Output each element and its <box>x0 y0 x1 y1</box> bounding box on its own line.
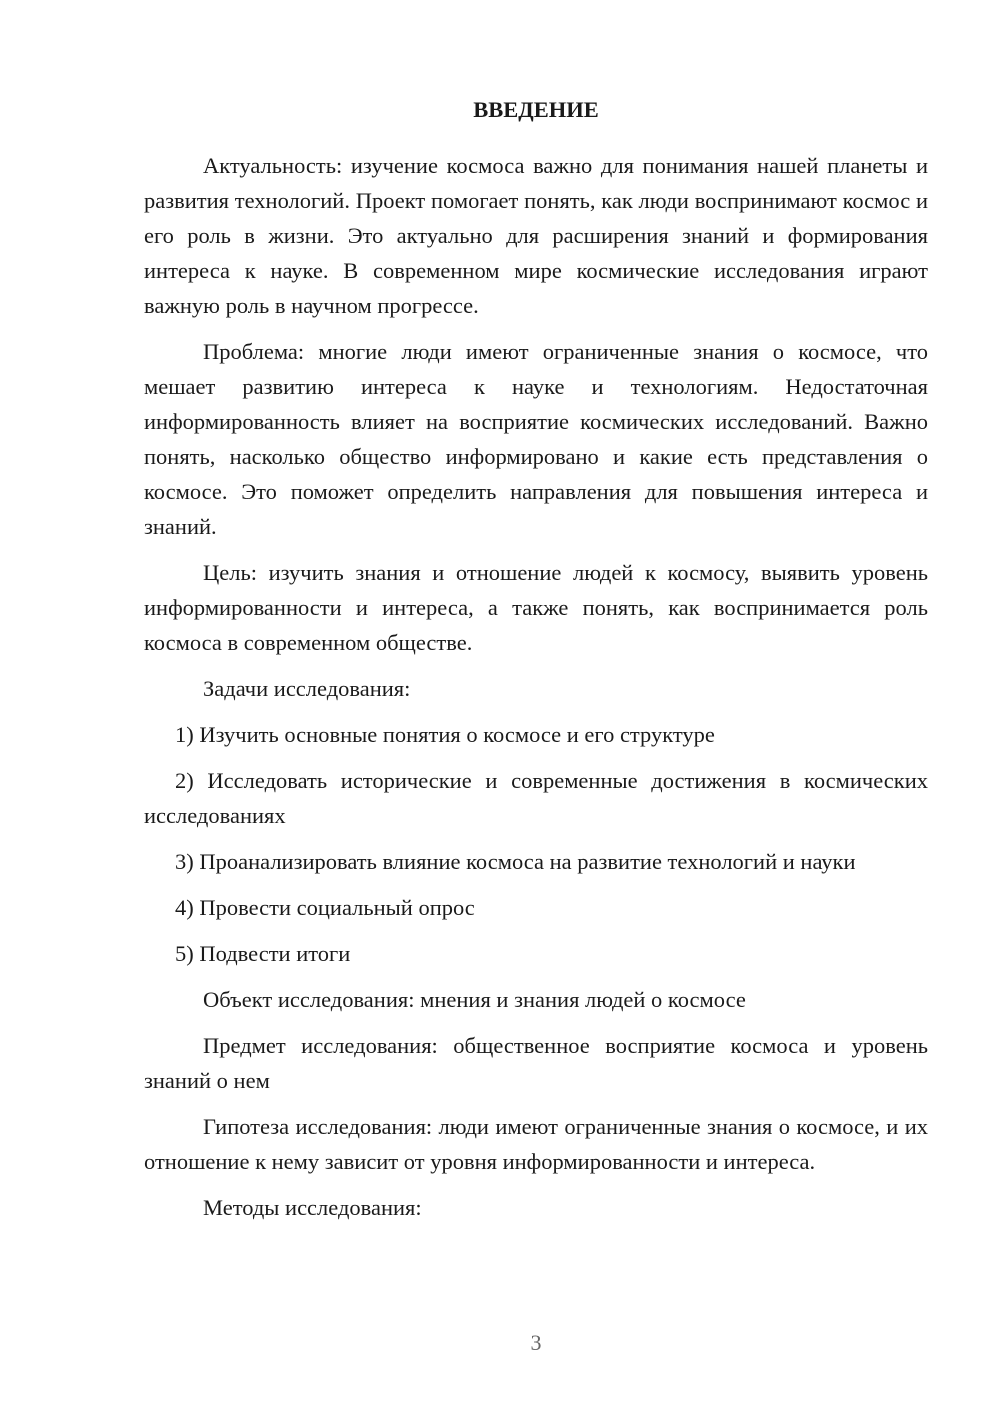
task-item-4: 4) Провести социальный опрос <box>175 895 475 920</box>
page-number: 3 <box>530 1330 542 1355</box>
task-item-2: 2) Исследовать исторические и современные достижения в космических исследованиях <box>144 768 928 828</box>
page-heading: ВВЕДЕНИЕ <box>473 97 599 122</box>
paragraph-methods: Методы исследования: <box>203 1195 422 1220</box>
page-body <box>144 92 928 1236</box>
paragraph-object: Объект исследования: мнения и знания людей о космосе <box>203 987 746 1012</box>
task-item-3: 3) Проанализировать влияние космоса на развитие технологий и науки <box>175 849 856 874</box>
task-item-5: 5) Подвести итоги <box>175 941 351 966</box>
paragraph-hypothesis: Гипотеза исследования: люди имеют ограниченные знания о космосе, и их отношение к нему зависит от уровня информированности и интереса. <box>144 1114 928 1174</box>
paragraph-problem: Проблема: многие люди имеют ограниченные знания о космосе, что мешает развитию интереса к науке и технологиям. Недостаточная информированность влияет на восприятие космических исследований. Важно понять, насколько общество информировано и какие есть представления о космосе. Это поможет определить направления для повышения интереса и знаний. <box>144 339 928 539</box>
paragraph-tasks-title: Задачи исследования: <box>203 676 411 701</box>
paragraph-relevance: Актуальность: изучение космоса важно для понимания нашей планеты и развития технологий. Проект помогает понять, как люди воспринимают космос и его роль в жизни. Это актуально для расширения знаний и формирования интереса к науке. В современном мире космические исследования играют важную роль в научном прогрессе. <box>144 153 928 318</box>
paragraph-goal: Цель: изучить знания и отношение людей к космосу, выявить уровень информированности и интереса, а также понять, как воспринимается роль космоса в современном обществе. <box>144 560 928 655</box>
task-item-1: 1) Изучить основные понятия о космосе и его структуре <box>175 722 715 747</box>
paragraph-subject: Предмет исследования: общественное восприятие космоса и уровень знаний о нем <box>144 1033 928 1093</box>
